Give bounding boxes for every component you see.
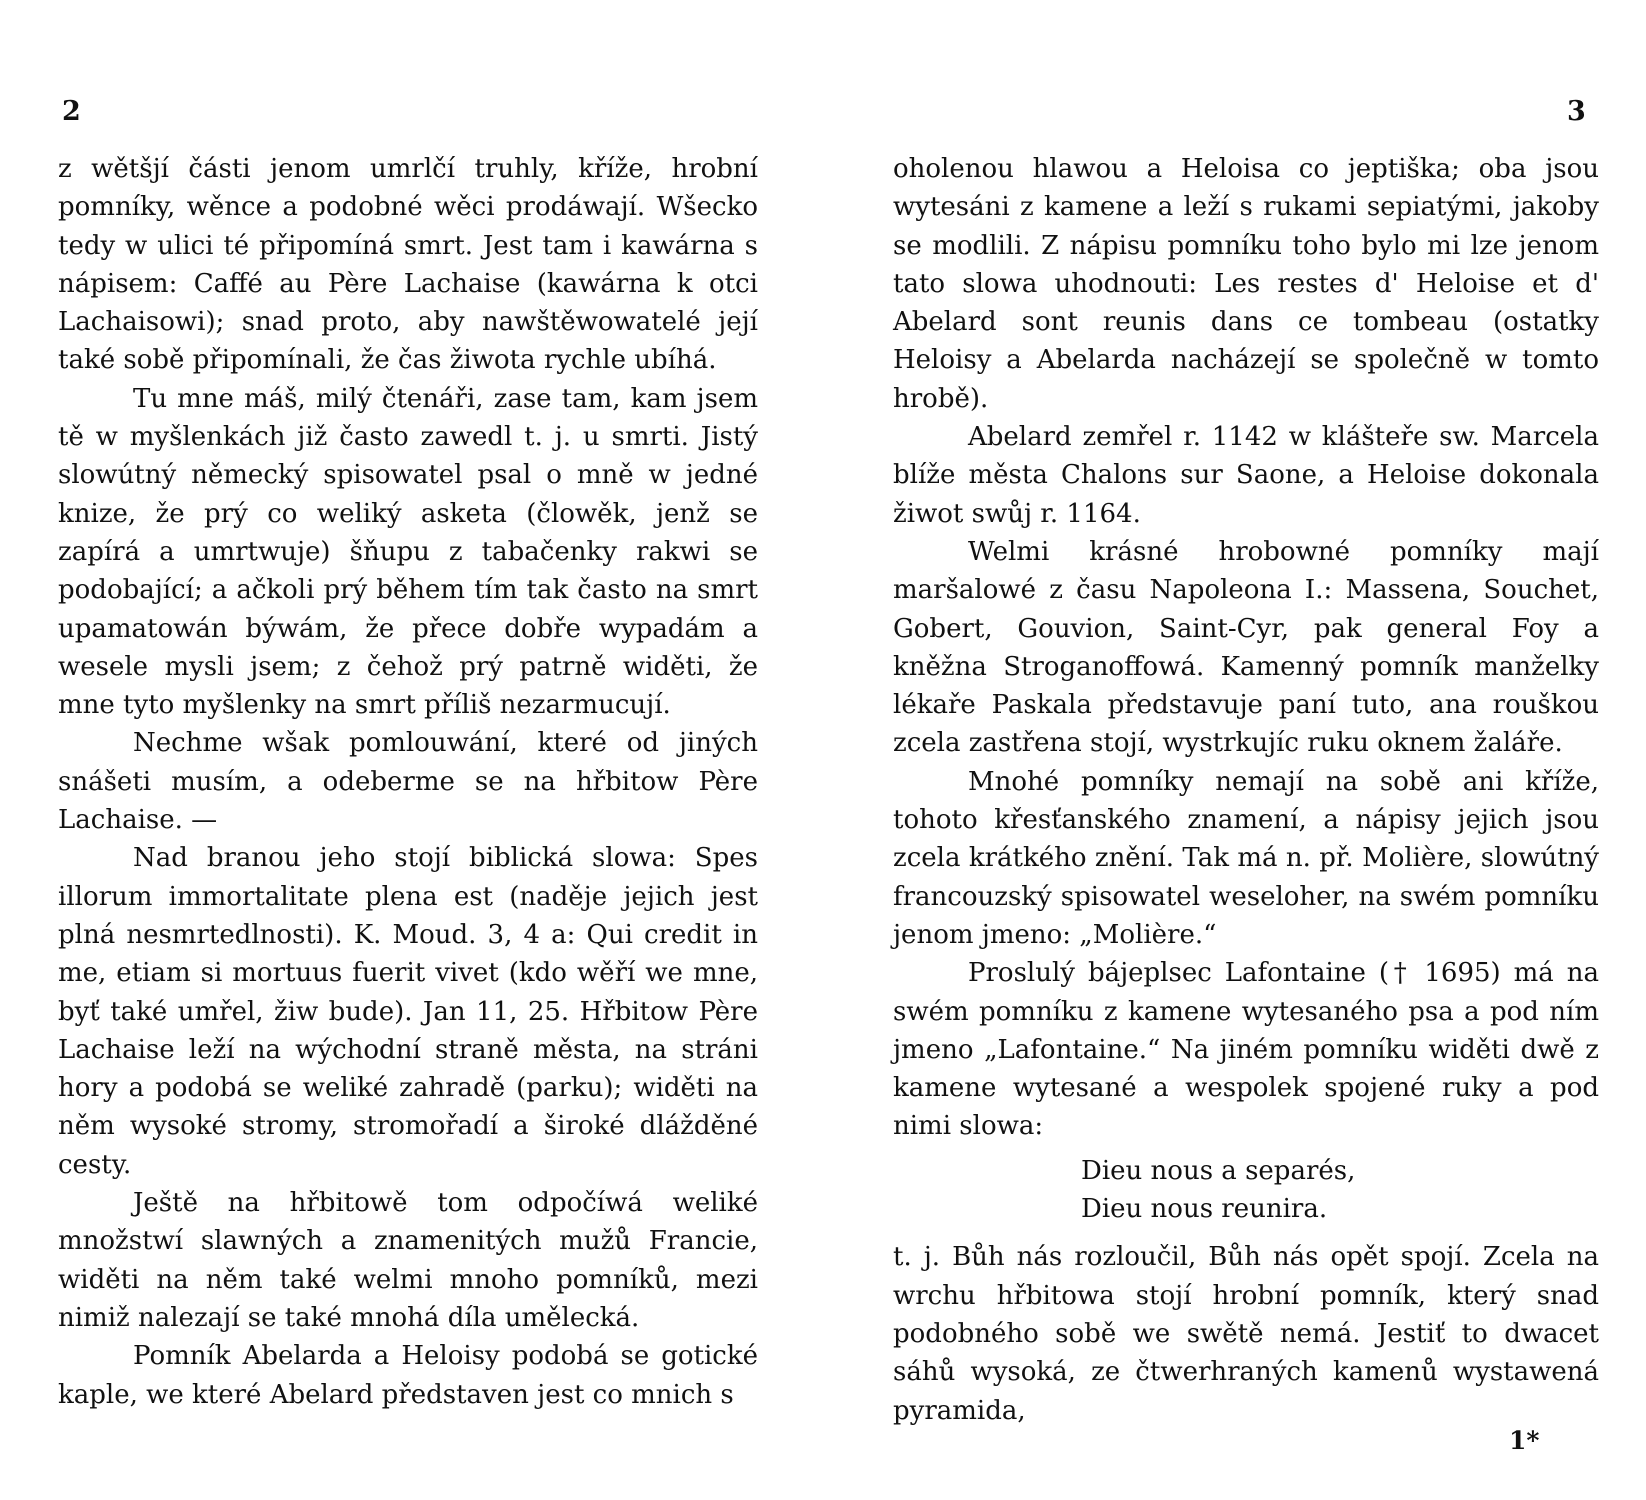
paragraph: Mnohé pomníky nemají na sobě ani kříže, tohoto křesťanského znamení, a nápisy jejich jsou zcela krátkého znění. Tak má n. př. Molière, slowútný francouzský spisowatel weseloher, na swém pomníku jenom jmeno: „Molière.“ <box>893 766 1599 950</box>
signature-mark: 1* <box>1509 1426 1540 1455</box>
epitaph-verse <box>893 1152 1599 1229</box>
paragraph: Nechme wšak pomlouwání, které od jiných snášeti musím, a odeberme se na hřbitow Père Lachaise. — <box>58 728 758 836</box>
verse-line: Dieu nous a separés, <box>1081 1155 1356 1186</box>
verse-line: Dieu nous reunira. <box>1081 1194 1328 1225</box>
paragraph: Nad branou jeho stojí biblická slowa: Spes illorum immortalitate plena est (naděje jejich jest plná nesmrtedlnosti). K. Moud. 3, 4 a: Qui credit in me, etiam si mortuus fuerit vivet (kdo wěří we mne, byť také umřel, žiw bude). Jan 11, 25. Hřbitow Père Lachaise leží na wýchodní straně města, na stráni hory a podobá se weliké zahradě (parku); widěti na něm wysoké stromy, stromořadí a široké dlážděné cesty. <box>58 843 758 1180</box>
page-number-left: 2 <box>62 96 81 127</box>
paragraph: Abelard zemřel r. 1142 w klášteře sw. Marcela blíže města Chalons sur Saone, a Heloise dokonala žiwot swůj r. 1164. <box>893 422 1599 529</box>
paragraph: Tu mne máš, milý čtenáři, zase tam, kam jsem tě w myšlenkách již často zawedl t. j. u smrti. Jistý slowútný německý spisowatel psal o mně w jedné knize, že prý co weliký asketa (člowěk, jenž se zapírá a umrtwuje) šňupu z tabačenky rakwi se podobající; a ačkoli prý během tím tak často na smrt upamatowán býwám, že přece dobře wypadám a wesele mysli jsem; z čehož prý patrně widěti, že mne tyto myšlenky na smrt příliš nezarmucují. <box>58 383 758 721</box>
paragraph: z wětšjí části jenom umrlčí truhly, kříže, hrobní pomníky, wěnce a podobné wěci prodáwají. Wšecko tedy w ulici té připomíná smrt. Jest tam i kawárna s nápisem: Caffé au Père Lachaise (kawárna k otci Lachaisowi); snad proto, aby nawštěwowatelé její také sobě připomínali, že čas žiwota rychle ubíhá. <box>58 154 758 376</box>
paragraph: Pomník Abelarda a Heloisy podobá se gotické kaple, we které Abelard představen jest co mnich s <box>58 1341 758 1410</box>
paragraph: t. j. Bůh nás rozloučil, Bůh nás opět spojí. Zcela na wrchu hřbitowa stojí hrobní pomník, který snad podobného sobě we swětě nemá. Jestiť to dwacet sáhů wysoká, ze čtwerhraných kamenů wystawená pyramida, <box>893 1242 1599 1426</box>
left-text-column <box>58 150 758 1414</box>
paragraph: oholenou hlawou a Heloisa co jeptiška; oba jsou wytesáni z kamene a leží s rukami sepiatými, jakoby se modlili. Z nápisu pomníku toho bylo mi lze jenom tato slowa uhodnouti: Les restes d' Heloise et d' Abelard sont reunis dans ce tombeau (ostatky Heloisy a Abelarda nacházejí se společně w tomto hrobě). <box>893 154 1599 414</box>
paragraph: Ještě na hřbitowě tom odpočíwá weliké množstwí slawných a znamenitých mužů Francie, widěti na něm také welmi mnoho pomníků, mezi nimiž nalezají se také mnohá díla umělecká. <box>58 1188 758 1333</box>
paragraph: Proslulý bájeplsec Lafontaine († 1695) má na swém pomníku z kamene wytesaného psa a pod ním jmeno „Lafontaine.“ Na jiném pomníku widěti dwě z kamene wytesané a wespolek spojené ruky a pod nimi slowa: <box>893 958 1599 1142</box>
paragraph: Welmi krásné hrobowné pomníky mají maršalowé z času Napoleona I.: Massena, Souchet, Gobert, Gouvion, Saint-Cyr, pak general Foy a kněžna Stroganoffowá. Kamenný pomník manželky lékaře Paskala představuje paní tuto, ana rouškou zcela zastřena stojí, wystrkujíc ruku oknem žaláře. <box>893 536 1599 759</box>
right-page <box>823 0 1646 1500</box>
page-number-right: 3 <box>1567 96 1586 127</box>
right-text-column <box>893 150 1599 1430</box>
